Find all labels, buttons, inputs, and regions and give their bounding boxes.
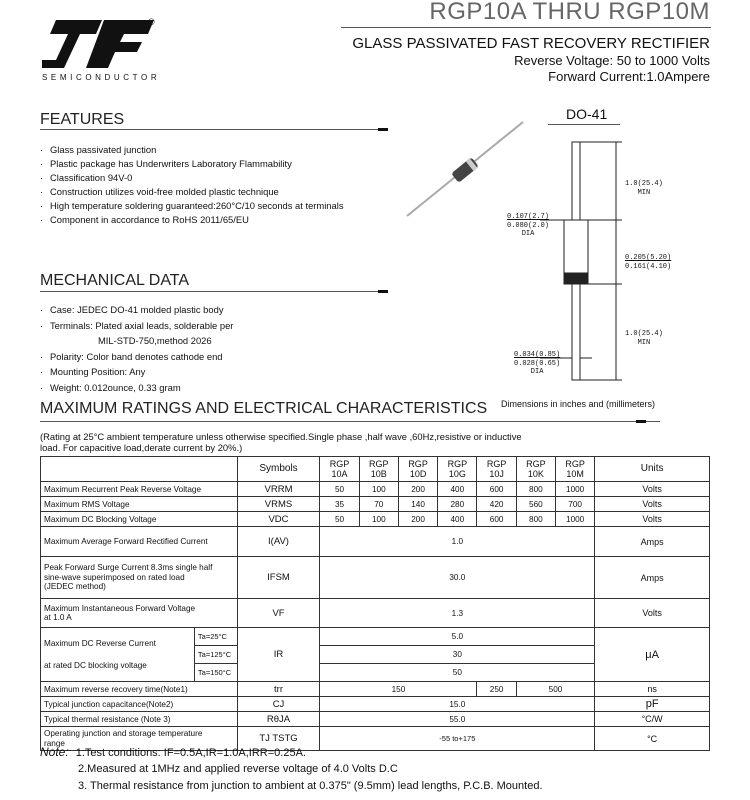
notes-block [40,745,306,759]
dim-body-len: 0.205(5.20) 0.161(4.10) [625,254,672,271]
package-name: DO-41 [566,106,608,122]
table-row: Maximum Average Forward Rectified Current I(AV) 1.0 Amps [41,527,710,557]
table-row: Maximum DC Blocking Voltage VDC 50 100 200 400 600 800 1000 Volts [41,512,710,527]
mechanical-rule-mark [378,290,388,293]
note-1: 1.Test conditions: IF=0.5A,IR=1.0A,IRR=0.25A. [75,747,306,759]
symbols-header: Symbols [237,457,320,482]
table-row: Maximum Recurrent Peak Reverse Voltage VRRM 50 100 200 400 600 800 1000 Volts [41,482,710,497]
part-header: RGP 10D [398,457,437,482]
list-item: · Glass passivated junction [40,143,344,157]
features-title: FEATURES [40,111,125,128]
table-row: Maximum RMS Voltage VRMS 35 70 140 280 420 560 700 Volts [41,497,710,512]
brand-name: SEMICONDUCTOR [42,73,161,82]
registered-mark: ® [148,17,155,27]
forward-current: Forward Current:1.0Ampere [548,69,710,84]
mechanical-title: MECHANICAL DATA [40,272,190,289]
table-row: Peak Forward Surge Current 8.3ms single half sine-wave superimposed on rated load (JEDEC method) IFSM 30.0 Amps [41,557,710,599]
table-row: Maximum DC Reverse Current at rated DC blocking voltage Ta=25°C IR 5.0 μA [41,628,710,646]
company-logo [42,20,154,68]
table-row: Typical thermal resistance (Note 3) RθJA 55.0 °C/W [41,712,710,727]
features-list [40,143,344,227]
features-rule [40,129,388,130]
part-header: RGP 10A [320,457,359,482]
list-item: MIL-STD-750,method 2026 [98,335,212,346]
ratings-rule-mark [636,420,646,423]
part-header: RGP 10B [359,457,398,482]
reverse-voltage: Reverse Voltage: 50 to 1000 Volts [514,53,710,68]
note-3: 3. Thermal resistance from junction to ambient at 0.375" (9.5mm) lead lengths, P.C.B. Mounted. [78,780,543,792]
mechanical-rule [40,291,388,292]
mechanical-list [40,302,233,395]
dim-body-dia: 0.107(2.7) 0.080(2.0) DIA [507,213,550,238]
table-header-row [41,457,710,482]
table-row: Maximum Instantaneous Forward Voltage at 1.0 A VF 1.3 Volts [41,599,710,628]
list-item: · Mounting Position: Any [40,364,233,380]
dim-lead-bottom: 1.0(25.4) MIN [625,330,663,347]
ratings-rule [40,421,660,422]
ratings-table [40,456,710,751]
title-rule [341,27,711,28]
units-header: Units [595,457,710,482]
package-rule [548,124,620,125]
list-item: · Plastic package has Underwriters Laboratory Flammability [40,157,344,171]
part-header: RGP 10M [556,457,595,482]
part-title: RGP10A THRU RGP10M [429,0,710,25]
list-item: · High temperature soldering guaranteed:260°C/10 seconds at terminals [40,199,344,213]
notes-label: Note: [40,745,69,759]
list-item: · Component in accordance to RoHS 2011/65/EU [40,213,344,227]
note-2: 2.Measured at 1MHz and applied reverse voltage of 4.0 Volts D.C [78,763,398,775]
list-item: · Classification 94V-0 [40,171,344,185]
product-subtitle: GLASS PASSIVATED FAST RECOVERY RECTIFIER [352,35,710,52]
table-row: Ta=125°C 30 [41,646,710,664]
dimensions-note: Dimensions in inches and (millimeters) [501,399,656,409]
features-rule-mark [378,128,388,131]
table-row: Typical junction capacitance(Note2) CJ 15.0 pF [41,697,710,712]
rating-conditions: (Rating at 25°C ambient temperature unless otherwise specified.Single phase ,half wave ,60Hz,resistive or inductive load. For capacitive load,derate current by 20%.) [40,431,522,453]
list-item: · Case: JEDEC DO-41 molded plastic body [40,302,233,318]
list-item: · Weight: 0.012ounce, 0.33 gram [40,380,233,396]
ratings-title: MAXIMUM RATINGS AND ELECTRICAL CHARACTERISTICS [40,400,488,417]
list-item: · Construction utilizes void-free molded plastic technique [40,185,344,199]
table-row: Maximum reverse recovery time(Note1) trr 150 250 500 ns [41,682,710,697]
dim-lead-dia: 0.034(0.85) 0.028(0.65) DIA [514,351,561,376]
part-header: RGP 10J [477,457,516,482]
part-header: RGP 10G [438,457,477,482]
dim-lead-top: 1.0(25.4) MIN [625,180,663,197]
part-header: RGP 10K [516,457,555,482]
list-item: · Terminals: Plated axial leads, solderable per [40,318,233,334]
table-row: Operating junction and storage temperature range TJ TSTG -55 to+175 °C [41,727,710,751]
list-item: · Polarity: Color band denotes cathode end [40,349,233,365]
table-row: Ta=150°C 50 [41,664,710,682]
